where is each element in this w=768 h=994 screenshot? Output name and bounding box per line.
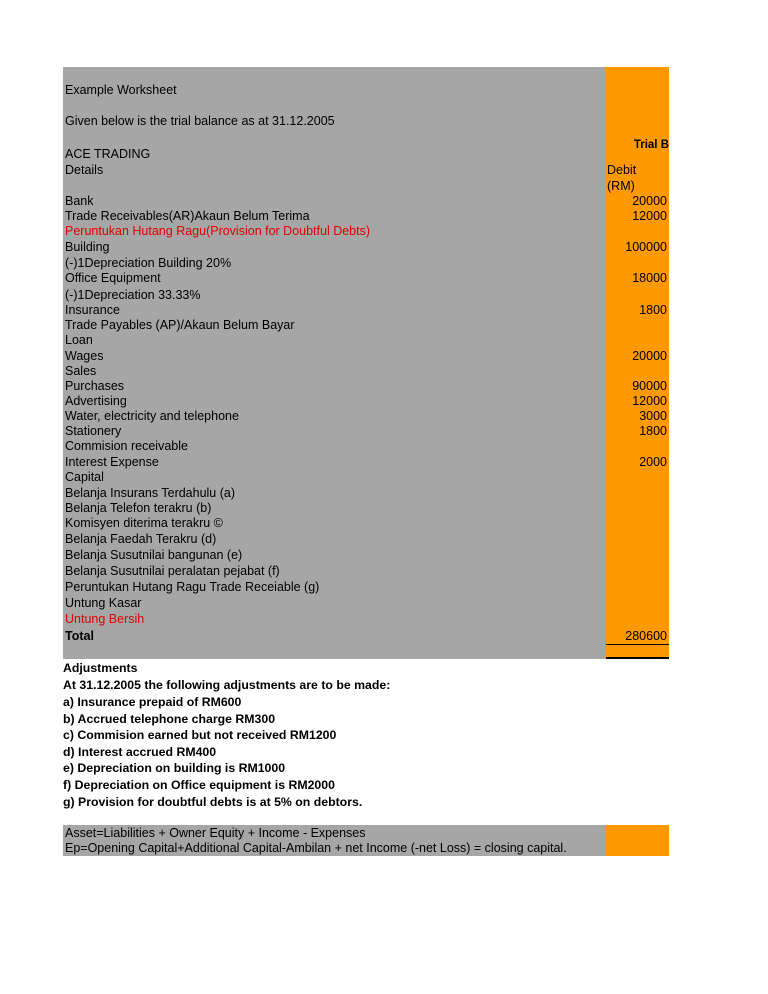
details-header: Details xyxy=(65,163,104,177)
adjustment-item: d) Interest accrued RM400 xyxy=(63,744,217,759)
debit-header: Debit xyxy=(607,163,637,177)
row-debit: 12000 xyxy=(632,394,667,408)
row-label: Purchases xyxy=(65,379,125,393)
row-label: Office Equipment xyxy=(65,271,161,285)
row-label: (-)1Depreciation Building 20% xyxy=(65,256,232,270)
adjustment-item: e) Depreciation on building is RM1000 xyxy=(63,761,286,776)
row-label: Loan xyxy=(65,333,93,347)
row-label: Peruntukan Hutang Ragu Trade Receiable (g) xyxy=(65,580,320,594)
adjustment-item: g) Provision for doubtful debts is at 5% on debtors. xyxy=(63,794,363,809)
row-label: Sales xyxy=(65,364,97,378)
row-label: Belanja Insurans Terdahulu (a) xyxy=(65,486,236,500)
row-label: Interest Expense xyxy=(65,455,159,469)
adjustment-item: c) Commision earned but not received RM1200 xyxy=(63,728,337,743)
trial-balance-header: Trial B xyxy=(633,139,669,151)
row-debit: 12000 xyxy=(632,209,667,223)
row-label: Komisyen diterima terakru © xyxy=(65,516,223,530)
row-label: Trade Receivables(AR)Akaun Belum Terima xyxy=(65,209,310,223)
intro-text: Given below is the trial balance as at 31.12.2005 xyxy=(65,114,335,128)
adjustments-intro: At 31.12.2005 the following adjustments are to be made: xyxy=(63,678,391,692)
row-debit: 1800 xyxy=(639,424,667,438)
adjustment-item: a) Insurance prepaid of RM600 xyxy=(63,695,242,709)
row-debit: 100000 xyxy=(625,240,667,254)
row-debit: 90000 xyxy=(632,379,667,393)
rm-header: (RM) xyxy=(607,179,635,193)
adjustments-heading: Adjustments xyxy=(63,661,138,675)
row-label: Untung Kasar xyxy=(65,596,142,610)
row-debit: 3000 xyxy=(639,409,667,423)
row-label: Water, electricity and telephone xyxy=(65,409,239,423)
adjustment-item: b) Accrued telephone charge RM300 xyxy=(63,711,276,726)
row-label: Capital xyxy=(65,470,104,484)
equation-note-2: Ep=Opening Capital+Additional Capital-Ambilan + net Income (-net Loss) = closing capital. xyxy=(65,841,567,855)
total-double-underline xyxy=(606,657,669,659)
row-label: (-)1Depreciation 33.33% xyxy=(65,288,201,302)
total-label: Total xyxy=(65,629,94,643)
row-debit: 1800 xyxy=(639,303,667,317)
row-label: Insurance xyxy=(65,303,120,317)
row-debit: 18000 xyxy=(632,271,667,285)
row-debit: 20000 xyxy=(632,349,667,363)
equation-note-1: Asset=Liabilities + Owner Equity + Income - Expenses xyxy=(65,826,366,840)
row-label: Bank xyxy=(65,194,94,208)
row-label: Trade Payables (AP)/Akaun Belum Bayar xyxy=(65,318,295,332)
row-label: Stationery xyxy=(65,424,122,438)
row-label: Belanja Faedah Terakru (d) xyxy=(65,532,217,546)
row-label: Belanja Susutnilai bangunan (e) xyxy=(65,548,243,562)
row-label: Belanja Telefon terakru (b) xyxy=(65,501,212,515)
notes-orange-cell xyxy=(605,825,669,856)
worksheet-title: Example Worksheet xyxy=(65,83,177,97)
row-debit: 20000 xyxy=(632,194,667,208)
row-label: Advertising xyxy=(65,394,127,408)
row-label: Commision receivable xyxy=(65,439,188,453)
row-label: Peruntukan Hutang Ragu(Provision for Doubtful Debts) xyxy=(65,224,371,238)
row-label: Building xyxy=(65,240,110,254)
row-label: Wages xyxy=(65,349,104,363)
total-underline xyxy=(606,644,669,645)
row-debit: 2000 xyxy=(639,455,667,469)
total-debit: 280600 xyxy=(625,629,667,643)
company-name: ACE TRADING xyxy=(65,147,151,161)
row-label: Belanja Susutnilai peralatan pejabat (f) xyxy=(65,564,280,578)
row-label: Untung Bersih xyxy=(65,612,145,626)
adjustment-item: f) Depreciation on Office equipment is RM2000 xyxy=(63,778,335,792)
